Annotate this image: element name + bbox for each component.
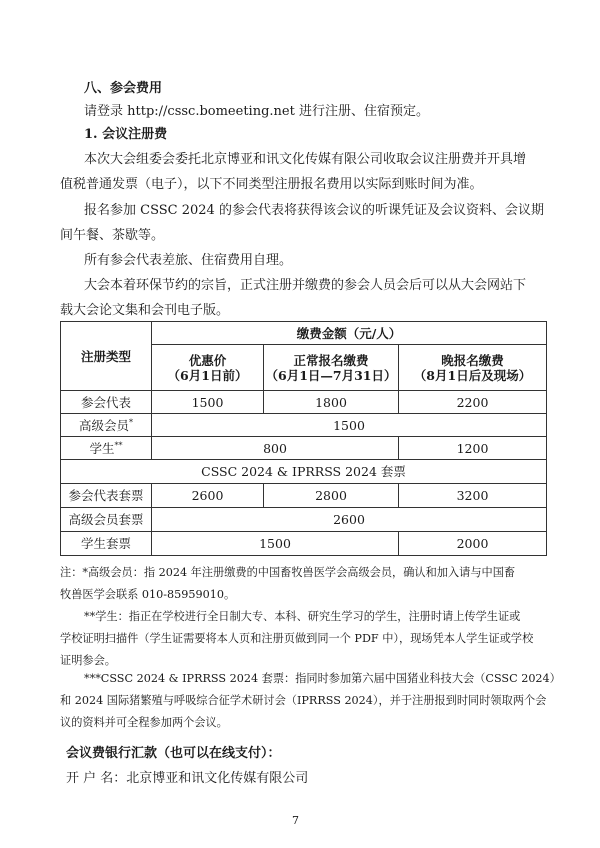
section-heading: 八、参会费用 bbox=[84, 81, 163, 96]
cell-delegate-package-normal: 2800 bbox=[264, 484, 399, 508]
cell-senior-package-fee: 2600 bbox=[152, 508, 547, 532]
table-row bbox=[61, 391, 547, 414]
cell-student-fee: 800 bbox=[152, 437, 399, 460]
cell-delegate-late: 2200 bbox=[399, 391, 547, 414]
cell-delegate-early: 1500 bbox=[152, 391, 264, 414]
row-label-senior-package: 高级会员套票 bbox=[61, 508, 152, 532]
cell-delegate-normal: 1800 bbox=[264, 391, 399, 414]
note-3-line-3: 议的资料并可全程参加两个会议。 bbox=[60, 716, 228, 729]
cell-delegate-package-early: 2600 bbox=[152, 484, 264, 508]
login-instruction: 请登录 http://cssc.bomeeting.net 进行注册、住宿预定。 bbox=[84, 104, 429, 119]
paragraph-3: 所有参会代表差旅、住宿费用自理。 bbox=[84, 253, 293, 268]
table-header-row bbox=[61, 322, 547, 345]
header-registration-type: 注册类型 bbox=[61, 322, 152, 391]
row-label-student-package: 学生套票 bbox=[61, 532, 152, 556]
bank-transfer-heading: 会议费银行汇款（也可以在线支付）： bbox=[66, 746, 281, 761]
header-fee-amount: 缴费金额（元/人） bbox=[152, 322, 547, 345]
note-3-line-1: ***CSSC 2024 & IPRRSS 2024 套票：指同时参加第六届中国猪业科技大会（CSSC 2024） bbox=[84, 672, 561, 685]
table-row bbox=[61, 484, 547, 508]
cell-senior-member-fee: 1500 bbox=[152, 414, 547, 437]
page-number: 7 bbox=[292, 814, 299, 827]
table-row bbox=[61, 437, 547, 460]
header-early-price: 优惠价 （6月1日前） bbox=[152, 345, 264, 391]
cell-student-late: 1200 bbox=[399, 437, 547, 460]
paragraph-1-line-1: 本次大会组委会委托北京博亚和讯文化传媒有限公司收取会议注册费并开具增 bbox=[84, 152, 527, 167]
cell-student-package-late: 2000 bbox=[399, 532, 547, 556]
row-label-delegate: 参会代表 bbox=[61, 391, 152, 414]
row-label-student: 学生** bbox=[61, 437, 152, 460]
package-ticket-title: CSSC 2024 & IPRRSS 2024 套票 bbox=[61, 460, 547, 484]
registration-fee-table bbox=[60, 321, 547, 556]
paragraph-1-line-2: 值税普通发票（电子），以下不同类型注册报名费用以实际到账时间为准。 bbox=[60, 177, 483, 192]
table-row bbox=[61, 508, 547, 532]
note-1-line-1: 注：*高级会员：指 2024 年注册缴费的中国畜牧兽医学会高级会员，确认和加入请与中国畜 bbox=[60, 566, 516, 579]
note-1-line-2: 牧兽医学会联系 010-85959010。 bbox=[60, 588, 236, 601]
account-name: 开 户 名：北京博亚和讯文化传媒有限公司 bbox=[66, 771, 309, 786]
paragraph-2-line-2: 间午餐、茶歇等。 bbox=[60, 228, 165, 243]
sub-heading-registration-fee: 1. 会议注册费 bbox=[84, 127, 168, 142]
row-label-delegate-package: 参会代表套票 bbox=[61, 484, 152, 508]
table-row bbox=[61, 532, 547, 556]
note-2-line-2: 学校证明扫描件（学生证需要将本人页和注册页做到同一个 PDF 中），现场凭本人学生证或学校 bbox=[60, 632, 534, 645]
cell-student-package-fee: 1500 bbox=[152, 532, 399, 556]
note-3-line-2: 和 2024 国际猪繁殖与呼吸综合征学术研讨会（IPRRSS 2024），并于注册报到时同时领取两个会 bbox=[60, 694, 547, 707]
paragraph-2-line-1: 报名参加 CSSC 2024 的参会代表将获得该会议的听课凭证及会议资料、会议期 bbox=[84, 203, 544, 218]
paragraph-4-line-2: 载大会论文集和会刊电子版。 bbox=[60, 303, 230, 318]
row-label-senior-member: 高级会员* bbox=[61, 414, 152, 437]
note-2-line-3: 证明参会。 bbox=[60, 654, 116, 667]
table-row bbox=[61, 460, 547, 484]
table-row bbox=[61, 414, 547, 437]
cell-delegate-package-late: 3200 bbox=[399, 484, 547, 508]
header-normal-price: 正常报名缴费 （6月1日—7月31日） bbox=[264, 345, 399, 391]
note-2-line-1: **学生：指正在学校进行全日制大专、本科、研究生学习的学生，注册时请上传学生证或 bbox=[84, 610, 521, 623]
paragraph-4-line-1: 大会本着环保节约的宗旨，正式注册并缴费的参会人员会后可以从大会网站下 bbox=[84, 278, 527, 293]
header-late-price: 晚报名缴费 （8月1日后及现场） bbox=[399, 345, 547, 391]
